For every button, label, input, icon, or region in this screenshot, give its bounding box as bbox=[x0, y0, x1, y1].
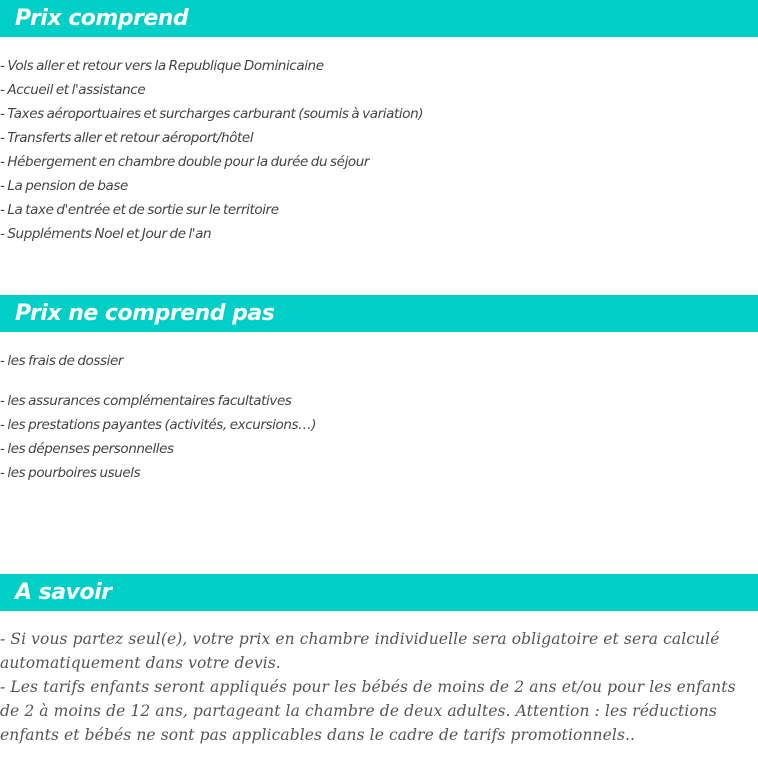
notes-body bbox=[0, 627, 758, 747]
note-paragraph: - Les tarifs enfants seront appliqués pour les bébés de moins de 2 ans et/ou pour les enfants de 2 à moins de 12 ans, partageant la chambre de deux adultes. Attention : les réductions enfants et bébés ne sont pas applicables dans le cadre de tarifs promotionnels.. bbox=[0, 678, 736, 744]
list-item: - les assurances complémentaires facultatives bbox=[0, 393, 292, 409]
list-item: - les pourboires usuels bbox=[0, 465, 141, 481]
list-item: - Accueil et l'assistance bbox=[0, 82, 146, 98]
list-item: - Taxes aéroportuaires et surcharges carburant (soumis à variation) bbox=[0, 106, 424, 122]
included-list bbox=[0, 54, 423, 246]
notes-section-title: A savoir bbox=[15, 580, 112, 605]
list-item: - La taxe d'entrée et de sortie sur le territoire bbox=[0, 202, 279, 218]
list-item: - les dépenses personnelles bbox=[0, 441, 174, 457]
list-item: - les prestations payantes (activités, excursions…) bbox=[0, 417, 317, 433]
list-item: - Transferts aller et retour aéroport/hôtel bbox=[0, 130, 254, 146]
list-item: - La pension de base bbox=[0, 178, 128, 194]
excluded-section-header bbox=[0, 295, 758, 332]
included-section-title: Prix comprend bbox=[15, 6, 189, 31]
excluded-section-title: Prix ne comprend pas bbox=[15, 301, 275, 326]
note-paragraph: - Si vous partez seul(e), votre prix en chambre individuelle sera obligatoire et sera calculé automatiquement dans votre devis. bbox=[0, 630, 720, 672]
list-item: - Hébergement en chambre double pour la durée du séjour bbox=[0, 154, 370, 170]
notes-section-header bbox=[0, 574, 758, 611]
excluded-list bbox=[0, 349, 316, 485]
list-item: - Vols aller et retour vers la Republique Dominicaine bbox=[0, 58, 324, 74]
included-section-header bbox=[0, 0, 758, 37]
list-item: - les frais de dossier bbox=[0, 353, 124, 369]
list-item: - Suppléments Noel et Jour de l'an bbox=[0, 226, 212, 242]
